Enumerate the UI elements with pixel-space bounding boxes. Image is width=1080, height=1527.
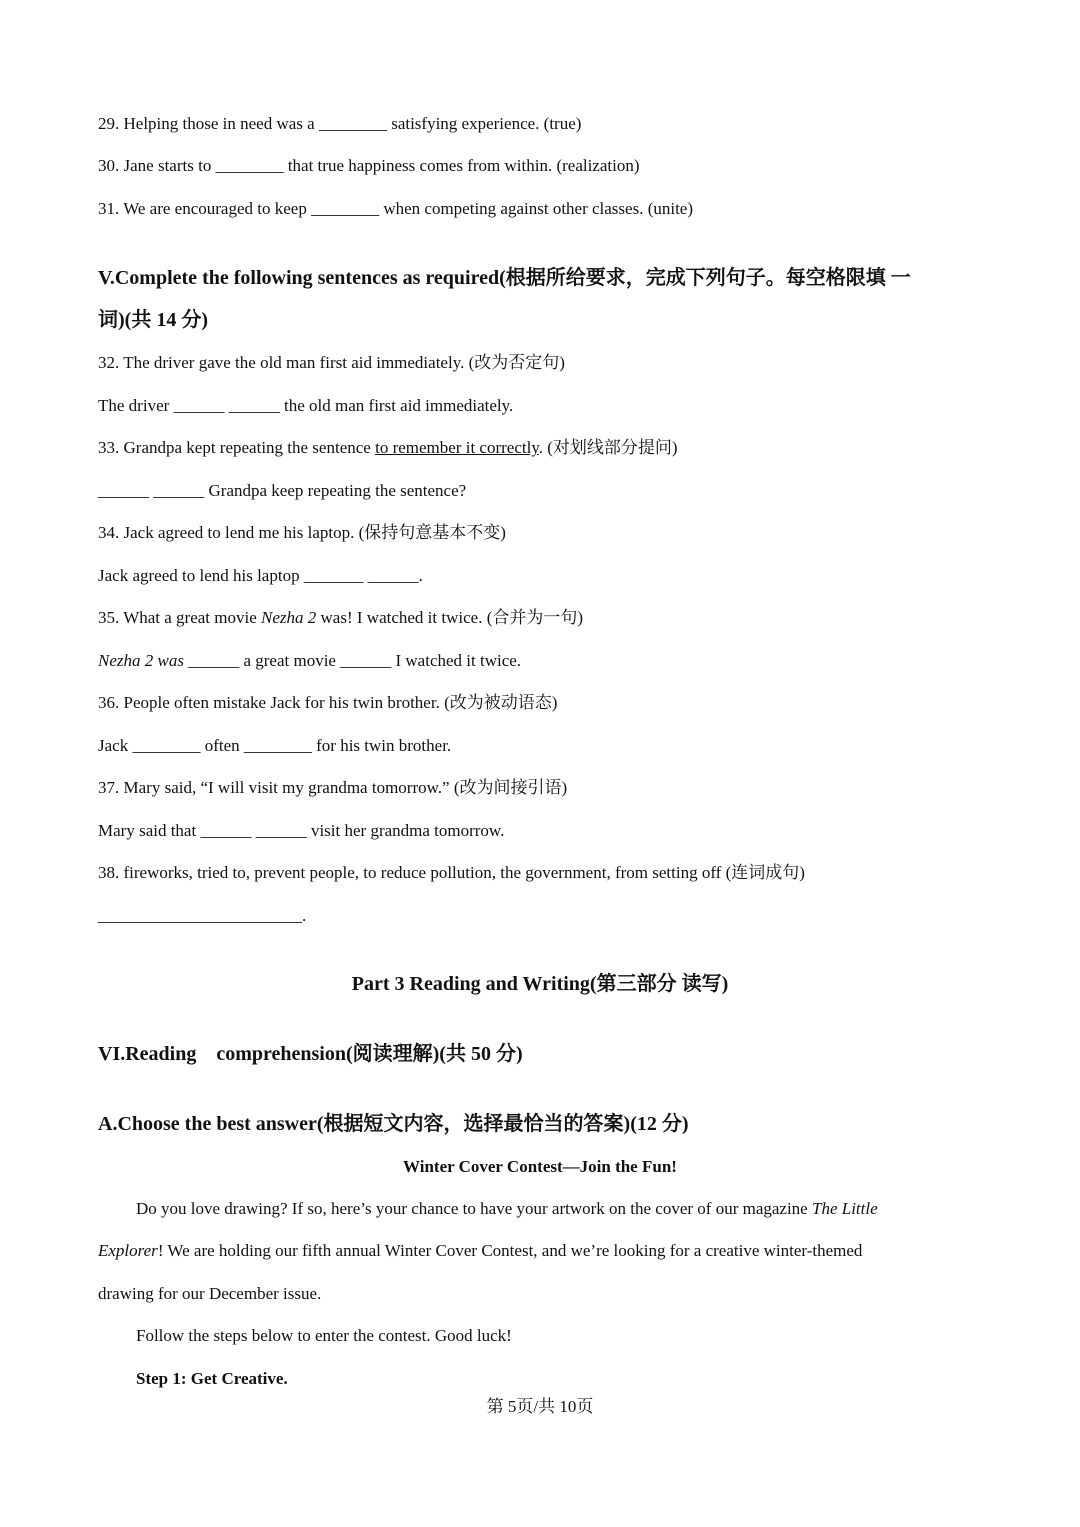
question-34-prompt: 34. Jack agreed to lend me his laptop. (保持句意基本不变)	[98, 523, 506, 542]
question-33-underlined-part: to remember it correctly	[375, 438, 539, 457]
question-35-prompt-start: 35. What a great movie	[98, 608, 262, 627]
question-35-prompt-end: was! I watched it twice. (合并为一句)	[316, 608, 584, 627]
magazine-title-part-1: The Little	[811, 1199, 878, 1218]
question-38-prompt: 38. fireworks, tried to, prevent people, to reduce pollution, the government, from setting off (连词成句)	[98, 863, 805, 882]
question-30: 30. Jane starts to ________ that true happiness comes from within. (realization)	[98, 156, 640, 175]
question-36-prompt: 36. People often mistake Jack for his twin brother. (改为被动语态)	[98, 693, 558, 712]
passage-paragraph-1-line-2	[98, 1239, 862, 1263]
question-37-answer: Mary said that ______ ______ visit her grandma tomorrow.	[98, 821, 505, 840]
question-35-answer-italic: Nezha 2 was	[98, 651, 184, 670]
passage-p1-text-cont: ! We are holding our fifth annual Winter Cover Contest, and we’re looking for a creative winter-themed	[157, 1241, 863, 1260]
question-34-answer: Jack agreed to lend his laptop _______ ______.	[98, 566, 423, 585]
question-29: 29. Helping those in need was a ________ satisfying experience. (true)	[98, 114, 582, 133]
page-number: 第 5页/共 10页	[486, 1397, 594, 1416]
part-3-title: Part 3 Reading and Writing(第三部分 读写)	[351, 973, 729, 995]
magazine-title-part-2: Explorer	[98, 1241, 158, 1260]
step-1-heading: Step 1: Get Creative.	[136, 1369, 288, 1388]
question-33-prompt-end: . (对划线部分提问)	[538, 438, 678, 457]
passage-paragraph-1-line-1	[136, 1197, 878, 1221]
section-6-heading: VI.Reading comprehension(阅读理解)(共 50 分)	[98, 1043, 523, 1065]
question-33-prompt	[98, 436, 678, 460]
question-35-answer	[98, 649, 521, 673]
section-a-heading: A.Choose the best answer(根据短文内容，选择最恰当的答案)(12 分)	[98, 1113, 689, 1135]
question-32-answer: The driver ______ ______ the old man first aid immediately.	[98, 396, 514, 415]
question-35-movie-title: Nezha 2	[261, 608, 317, 627]
passage-p1-text: Do you love drawing? If so, here’s your chance to have your artwork on the cover of our magazine	[136, 1199, 812, 1218]
question-38-answer: ________________________.	[98, 906, 307, 925]
question-32-prompt: 32. The driver gave the old man first aid immediately. (改为否定句)	[98, 353, 565, 372]
question-37-prompt: 37. Mary said, “I will visit my grandma tomorrow.” (改为间接引语)	[98, 778, 568, 797]
question-36-answer: Jack ________ often ________ for his twin brother.	[98, 736, 452, 755]
question-35-answer-rest: ______ a great movie ______ I watched it twice.	[183, 651, 522, 670]
section-5-heading-line1: V.Complete the following sentences as required(根据所给要求，完成下列句子。每空格限填 一	[98, 267, 911, 289]
passage-title: Winter Cover Contest—Join the Fun!	[403, 1157, 677, 1176]
question-31: 31. We are encouraged to keep ________ when competing against other classes. (unite)	[98, 199, 694, 218]
section-5-heading-line2: 词)(共 14 分)	[98, 309, 208, 331]
question-33-prompt-start: 33. Grandpa kept repeating the sentence	[98, 438, 376, 457]
passage-paragraph-2: Follow the steps below to enter the contest. Good luck!	[136, 1326, 512, 1345]
question-33-answer: ______ ______ Grandpa keep repeating the sentence?	[98, 481, 467, 500]
question-35-prompt	[98, 606, 583, 630]
passage-paragraph-1-line-3: drawing for our December issue.	[98, 1284, 322, 1303]
